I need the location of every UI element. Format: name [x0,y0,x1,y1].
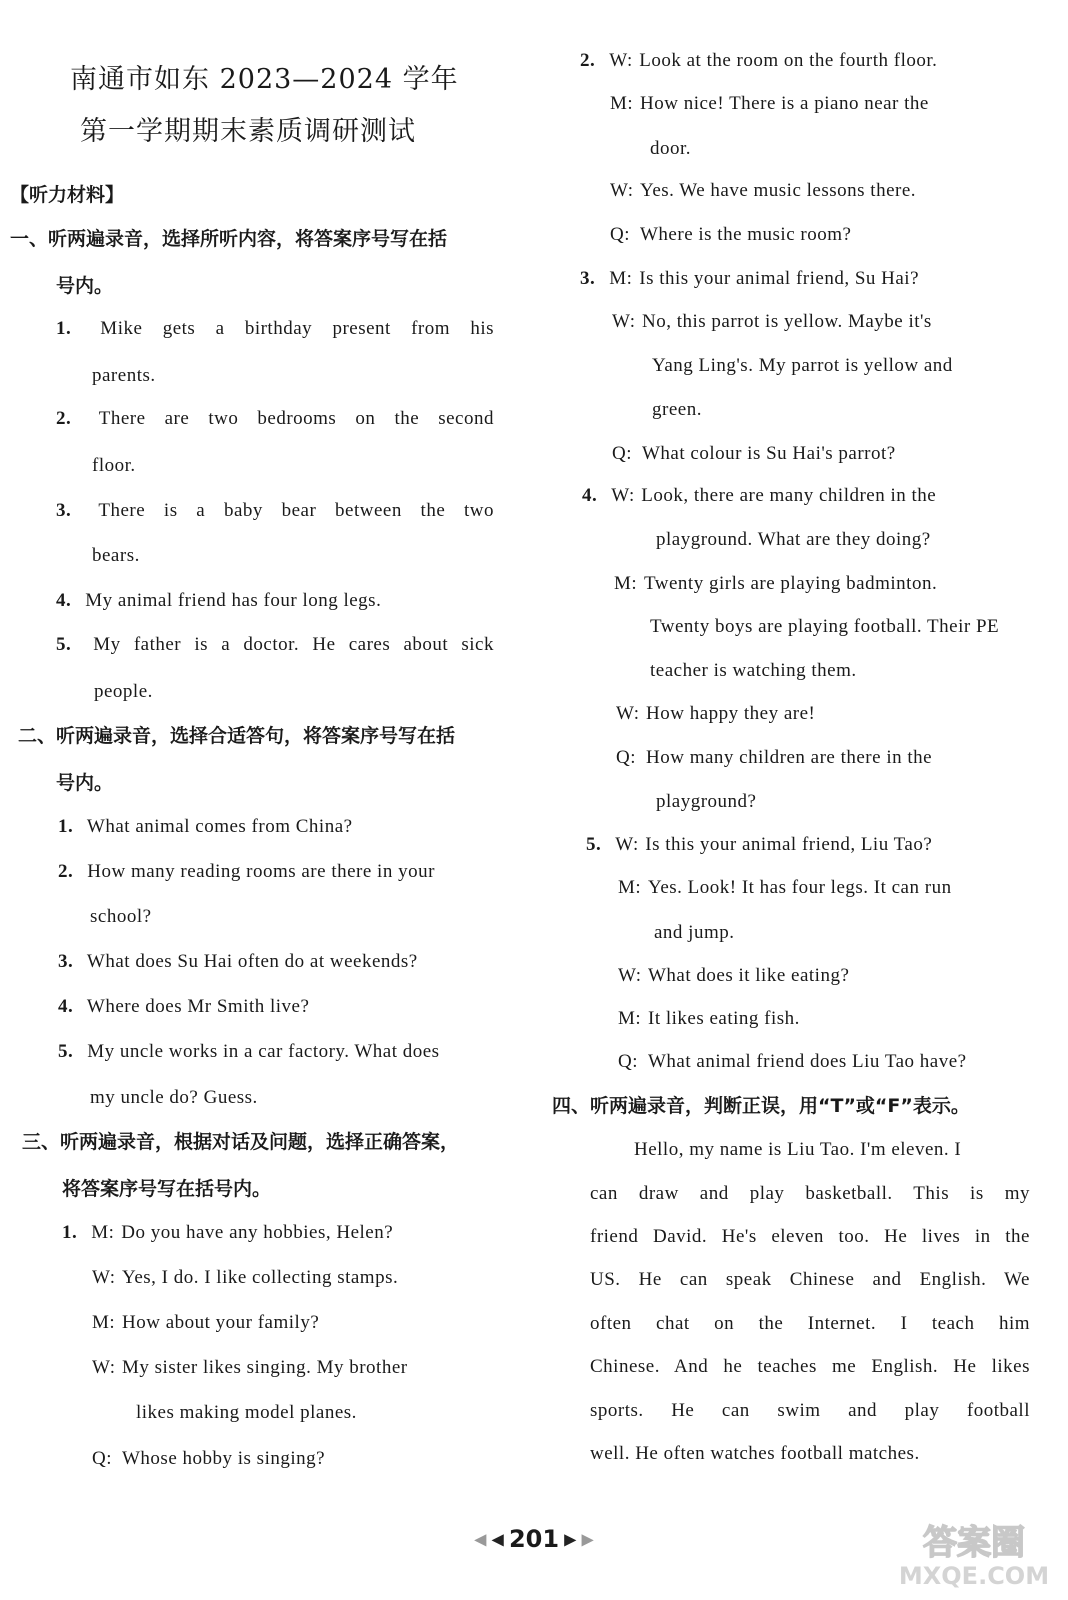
s2-item-5: 5. My uncle works in a car factory. What does [58,1041,440,1062]
page-title-line1: 南通市如东 2023—2024 学年 [70,64,459,95]
s1-item-4: 4. My animal friend has four long legs. [56,590,382,611]
s2-item-2-cont: school? [90,906,152,927]
s3-q4-line3: M: Twenty girls are playing badminton. [614,573,938,594]
s3-q4-line6: W: How happy they are! [616,703,816,724]
s3-q5-line4: W: What does it like eating? [618,965,850,986]
s4-passage-line4: US. He can speak Chinese and English. We [590,1269,1030,1290]
s3-q4-line8: playground? [656,791,757,812]
s1-item-3: 3. There is a baby bear between the two [56,500,494,521]
section2-heading-cont: 号内。 [56,772,114,794]
watermark-top-text: 答案圈 [923,1523,1025,1563]
s3-q4-line2: playground. What are they doing? [656,529,931,550]
s4-passage-line6: Chinese. And he teaches me English. He likes [590,1356,1030,1377]
s3-q3-line2: W: No, this parrot is yellow. Maybe it's [612,311,932,332]
s1-item-2: 2. There are two bedrooms on the second [56,408,494,429]
s3-q2-line1: 2. W: Look at the room on the fourth floor. [580,50,938,71]
s3-q1-line4: W: My sister likes singing. My brother [92,1357,408,1378]
s3-q5-line2: M: Yes. Look! It has four legs. It can run [618,877,952,898]
s3-q4-line1: 4. W: Look, there are many children in the [582,485,937,506]
s3-q2-line2: M: How nice! There is a piano near the [610,93,929,114]
page-number: 201 [508,1525,560,1553]
s3-q2-line5: Q: Where is the music room? [610,224,852,245]
s3-q5-line3: and jump. [654,922,735,943]
s3-q1-line2: W: Yes, I do. I like collecting stamps. [92,1267,399,1288]
s4-passage-line5: often chat on the Internet. I teach him [590,1313,1030,1334]
s3-q1-line3: M: How about your family? [92,1312,320,1333]
s1-item-1: 1. Mike gets a birthday present from his [56,318,494,339]
listening-material-label: 【听力材料】 [10,184,125,206]
s3-q4-line7: Q: How many children are there in the [616,747,933,768]
s4-passage-line7: sports. He can swim and play football [590,1400,1030,1421]
s2-item-1: 1. What animal comes from China? [58,816,353,837]
section2-heading: 二、听两遍录音，选择合适答句，将答案序号写在括 [18,725,456,747]
s1-item-5-cont: people. [94,681,153,702]
s3-q3-line5: Q: What colour is Su Hai's parrot? [612,443,896,464]
section1-heading: 一、听两遍录音，选择所听内容，将答案序号写在括 [10,228,448,250]
s3-q1-line6: Q: Whose hobby is singing? [92,1448,326,1469]
prev-page-icon: ◀ [491,1529,504,1549]
next-page-icon: ▶ [564,1529,577,1549]
s2-item-3: 3. What does Su Hai often do at weekends? [58,951,418,972]
s3-q2-line4: W: Yes. We have music lessons there. [610,180,917,201]
section3-heading-cont: 将答案序号写在括号内。 [62,1178,272,1200]
s4-passage-line3: friend David. He's eleven too. He lives in the [590,1226,1030,1247]
watermark-logo [894,1512,1054,1592]
s3-q1-line1: 1. M: Do you have any hobbies, Helen? [62,1222,394,1243]
s4-passage-line2: can draw and play basketball. This is my [590,1183,1030,1204]
s4-passage-line1: Hello, my name is Liu Tao. I'm eleven. I [634,1139,962,1160]
s3-q3-line4: green. [652,399,702,420]
s1-item-1-cont: parents. [92,365,156,386]
s3-q5-line1: 5. W: Is this your animal friend, Liu Tao? [586,834,933,855]
s3-q3-line1: 3. M: Is this your animal friend, Su Hai? [580,268,920,289]
s4-passage-line8: well. He often watches football matches. [590,1443,920,1464]
section3-heading: 三、听两遍录音，根据对话及问题，选择正确答案， [22,1131,460,1153]
first-page-icon: ◀ [474,1529,487,1549]
s2-item-2: 2. How many reading rooms are there in your [58,861,435,882]
page-title-line2: 第一学期期末素质调研测试 [80,116,416,147]
watermark-bottom-text: MXQE.COM [898,1562,1050,1590]
s3-q4-line4: Twenty boys are playing football. Their PE [650,616,1000,637]
s3-q3-line3: Yang Ling's. My parrot is yellow and [652,355,953,376]
s1-item-3-cont: bears. [92,545,140,566]
section4-heading: 四、听两遍录音，判断正误，用“T”或“F”表示。 [552,1095,970,1117]
s1-item-5: 5. My father is a doctor. He cares about sick [56,634,494,655]
s2-item-5-cont: my uncle do? Guess. [90,1087,258,1108]
s1-item-2-cont: floor. [92,455,136,476]
s3-q5-line6: Q: What animal friend does Liu Tao have? [618,1051,967,1072]
s3-q5-line5: M: It likes eating fish. [618,1008,800,1029]
s3-q4-line5: teacher is watching them. [650,660,857,681]
s2-item-4: 4. Where does Mr Smith live? [58,996,310,1017]
section1-heading-cont: 号内。 [56,275,114,297]
s3-q2-line3: door. [650,138,692,159]
last-page-icon: ▶ [581,1529,594,1549]
s3-q1-line5: likes making model planes. [136,1402,357,1423]
